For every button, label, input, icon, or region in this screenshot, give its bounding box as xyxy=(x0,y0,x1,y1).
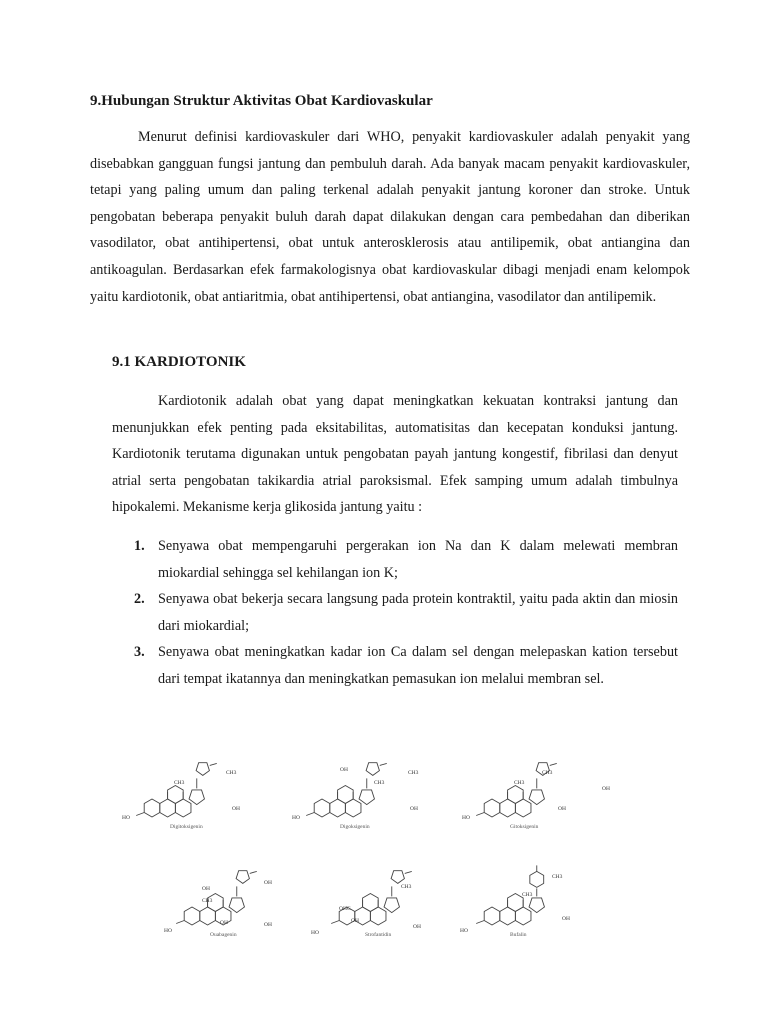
cardiac-glycoside-structures-figure xyxy=(112,728,618,938)
atom-label: CH3 xyxy=(522,892,533,898)
structure-caption: Ouabagenin xyxy=(210,932,237,938)
atom-label: CH3 xyxy=(514,780,525,786)
page-title: 9.Hubungan Struktur Aktivitas Obat Kardiovaskular xyxy=(90,93,433,109)
steroid-structure xyxy=(122,763,240,830)
atom-label: HO xyxy=(122,815,130,821)
structure-caption: Digoksigenin xyxy=(340,824,370,830)
list-text: Senyawa obat meningkatkan kadar ion Ca dalam sel dengan melepaskan kation tersebut dari tempat ikatannya dan meningkatkan pemasukan ion melalui membran sel. xyxy=(158,644,678,687)
section-title: 9.1 KARDIOTONIK xyxy=(112,354,246,370)
structures-drawing xyxy=(112,728,618,938)
steroid-structure xyxy=(164,871,272,938)
list-item xyxy=(112,639,678,692)
atom-label: OH xyxy=(264,922,272,928)
atom-label: HO xyxy=(164,928,172,934)
mechanism-list xyxy=(112,533,678,693)
list-text: Senyawa obat bekerja secara langsung pada protein kontraktil, yaitu pada aktin dan miosin dari miokardial; xyxy=(158,591,678,634)
atom-label: HO xyxy=(460,928,468,934)
atom-label: OH xyxy=(340,767,348,773)
structure-caption: Gitoksigenin xyxy=(510,824,539,830)
atom-label: CH3 xyxy=(202,898,213,904)
structure-caption: Digitoksigenin xyxy=(170,824,203,830)
steroid-structure xyxy=(311,871,421,938)
atom-label: OH xyxy=(264,880,272,886)
atom-label: CH3 xyxy=(374,780,385,786)
steroid-structure xyxy=(292,763,419,830)
atom-label: OH xyxy=(413,924,421,930)
list-number: 3. xyxy=(134,644,145,661)
atom-label: OH xyxy=(602,786,610,792)
structure-caption: Bufalin xyxy=(510,932,527,938)
atom-label: CH3 xyxy=(408,770,419,776)
structure-caption: Strofantidin xyxy=(365,932,392,938)
list-text: Senyawa obat mempengaruhi pergerakan ion Na dan K dalam melewati membran miokardial sehingga sel kehilangan ion K; xyxy=(158,538,678,581)
atom-label: OH xyxy=(220,920,228,926)
atom-label: CH3 xyxy=(226,770,237,776)
atom-label: OH xyxy=(351,918,359,924)
atom-label: HO xyxy=(311,930,319,936)
section-paragraph: Kardiotonik adalah obat yang dapat meningkatkan kekuatan kontraksi jantung dan menunjukkan efek penting pada eksitabilitas, automatisitas dan kecepatan konduksi jantung. Kardiotonik terutama digunakan untuk pengobatan payah jantung kongestif, fibrilasi dan denyut atrial serta pengobatan takikardia atrial paroksismal. Efek samping umum adalah timbulnya hipokalemi. Mekanisme kerja glikosida jantung yaitu : xyxy=(112,393,678,516)
atom-label: OH xyxy=(202,886,210,892)
atom-label: OH xyxy=(232,806,240,812)
intro-paragraph: Menurut definisi kardiovaskuler dari WHO, penyakit kardiovaskuler adalah penyakit yang disebabkan gangguan fungsi jantung dan pembuluh darah. Ada banyak macam penyakit kardiovaskuler, tetapi yang paling umum dan paling terkenal adalah penyakit jantung koroner dan stroke. Untuk pengobatan beberapa penyakit buluh darah dapat dilakukan dengan cara pembedahan dan diberikan vasodilator, obat antihipertensi, obat untuk anterosklerosis atau antilipemik, obat antiangina dan antikoagulan. Berdasarkan efek farmakologisnya obat kardiovaskular dibagi menjadi enam kelompok yaitu kardiotonik, obat antiaritmia, obat antihipertensi, obat antiangina, vasodilator dan antilipemik. xyxy=(90,129,690,305)
steroid-structure xyxy=(460,865,570,938)
list-item xyxy=(112,586,678,639)
atom-label: OH xyxy=(562,916,570,922)
list-number: 1. xyxy=(134,538,145,554)
atom-label: OH xyxy=(558,806,566,812)
atom-label: CH3 xyxy=(542,770,553,776)
atom-label: CH3 xyxy=(174,780,185,786)
atom-label: OH xyxy=(410,806,418,812)
list-number: 2. xyxy=(134,591,145,608)
atom-label: HO xyxy=(462,815,470,821)
atom-label: CH3 xyxy=(401,884,412,890)
atom-label: HO xyxy=(292,815,300,821)
atom-label: CH3 xyxy=(552,874,563,880)
list-item xyxy=(112,533,678,586)
atom-label: OHC xyxy=(339,906,351,912)
steroid-structure xyxy=(462,763,610,830)
